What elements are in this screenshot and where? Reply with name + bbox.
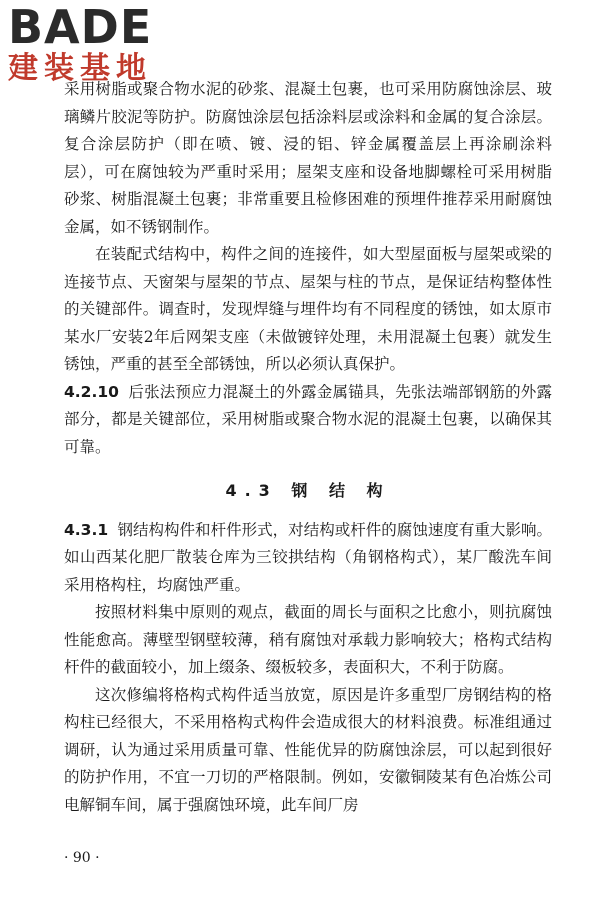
logo-subtitle: 建装基地 [8, 51, 152, 86]
paragraph: 采用树脂或聚合物水泥的砂浆、混凝土包裹，也可采用防腐蚀涂层、玻璃鳞片胶泥等防护。防腐蚀涂层包括涂料层或涂料和金属的复合涂层。复合涂层防护（即在喷、镀、浸的铝、锌金属覆盖层上再涂刷涂料层），可在腐蚀较为严重时采用；屋架支座和设备地脚螺栓可采用树脂砂浆、树脂混凝土包裹；非常重要且检修困难的预埋件推荐采用耐腐蚀金属，如不锈钢制作。 [64, 80, 552, 236]
paragraph: 这次修编将格构式构件适当放宽，原因是许多重型厂房钢结构的格构柱已经很大，不采用格构式构件会造成很大的材料浪费。标准组通过调研，认为通过采用质量可靠、性能优异的防腐蚀涂层，可以起到很好的防护作用，不宜一刀切的严格限制。例如，安徽铜陵某有色冶炼公司电解铜车间，属于强腐蚀环境，此车间厂房 [64, 685, 552, 814]
paragraph: 在装配式结构中，构件之间的连接件，如大型屋面板与屋架或梁的连接节点、天窗架与屋架的节点、屋架与柱的节点，是保证结构整体性的关键部件。调查时，发现焊缝与埋件均有不同程度的锈蚀，如太原市某水厂安装2年后网架支座（未做镀锌处理，未用混凝土包裹）就发生锈蚀，严重的甚至全部锈蚀，所以必须认真保护。 [64, 245, 552, 373]
clause-number: 4.2.10 [64, 382, 119, 401]
section-title: 4.3 钢 结 构 [225, 481, 391, 500]
clause-number: 4.3.1 [64, 520, 109, 539]
clause [64, 379, 552, 462]
clause [64, 517, 552, 600]
clause-text: 钢结构构件和杆件形式，对结构或杆件的腐蚀速度有重大影响。如山西某化肥厂散装仓库为三铰拱结构（角钢格构式），某厂酸洗车间采用格构柱，均腐蚀严重。 [64, 520, 552, 594]
clause-text: 后张法预应力混凝土的外露金属锚具，先张法端部钢筋的外露部分，都是关键部位，采用树脂或聚合物水泥的混凝土包裹，以确保其可靠。 [64, 382, 552, 456]
logo-brand: BADE [8, 0, 153, 54]
document-body [64, 76, 552, 819]
paragraph: 按照材料集中原则的观点，截面的周长与面积之比愈小，则抗腐蚀性能愈高。薄壁型钢壁较薄，稍有腐蚀对承载力影响较大；格构式结构杆件的截面较小，加上缀条、缀板较多，表面积大，不利于防腐。 [64, 603, 552, 676]
page-number: · 90 · [64, 850, 100, 866]
site-logo [8, 0, 188, 86]
